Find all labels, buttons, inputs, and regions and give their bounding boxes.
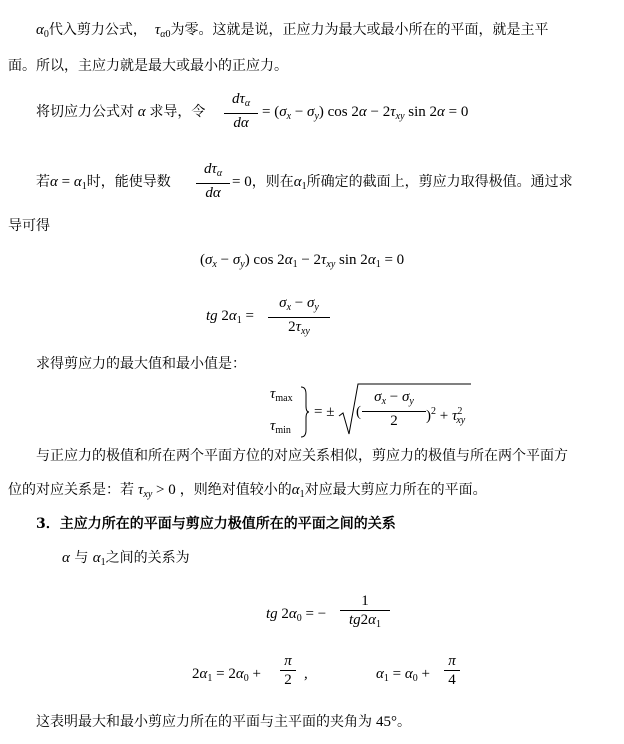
dtau-dalpha-fraction-2: $d\tau_\alpha$ dα [196,160,230,202]
closing-line: 这表明最大和最小剪应力所在的平面与主平面的夹角为 45°。 [36,714,411,730]
section3-heading: 3．主应力所在的平面与剪应力极值所在的平面之间的关系 [36,516,396,532]
sqrt-paren-open: ( [356,404,361,420]
para1-line1: $\alpha_0$代入剪力公式， $\tau_{\alpha 0}$为零。这就是说，正应力为最大或最小所在的平面，就是主平 [36,22,549,40]
derivative-equation: = $(\sigma_x - \sigma_y)$ $\cos 2\alpha - 2\tau_{xy}$ sin 2α = 0 [262,104,469,122]
para5-line1: 与正应力的极值和所在两个平面方位的对应关系相似，剪应力的极值与所在两个平面方 [36,448,568,464]
tau-min-label: $\tau_{min}$ [270,418,291,436]
tau-max-label: $\tau_{max}$ [270,386,293,404]
para3-line2: 导可得 [8,218,50,234]
equation-extremum: $(\sigma_x - \sigma_y)$ $\cos 2\alpha_1 - 2\tau_{xy}$ $\sin 2\alpha_1 = 0$ [200,252,405,270]
para2-line: 将切应力公式对 α 求导，令 [36,104,206,120]
equation-comma: , [304,666,308,682]
sqrt-rest: )$^2 + \tau^2_{xy}$ [426,406,466,426]
brace-symbol [300,386,310,438]
equation-2alpha1: $2\alpha_1 = 2\alpha_0$ + [192,666,261,684]
tg2alpha1-fraction: $\sigma_x - \sigma_y$ $2\tau_{xy}$ [268,294,330,341]
para4-line: 求得剪应力的最大值和最小值是： [36,356,246,372]
pi-over-4-fraction: π 4 [444,652,460,689]
section3-intro: α 与 $\alpha_1$之间的关系为 [62,550,190,568]
equation-tg2alpha0-lhs: tg $2\alpha_0$ = − [266,606,327,624]
dtau-dalpha-fraction: $d\tau_\alpha$ dα [224,90,258,132]
tau-alpha0-symbol: $\tau_{\alpha 0}$ [154,22,171,40]
para3-line1: 若$\alpha = \alpha_1$时，能使导数 [36,174,171,192]
para1-line2: 面。所以，主应力就是最大或最小的正应力。 [8,58,288,74]
para3-line1b: = 0，则在$\alpha_1$所确定的截面上，剪应力取得极值。通过求 [232,174,573,192]
equation-tg2alpha1-lhs: tg $2\alpha_1$ = [206,308,255,326]
pi-over-2-fraction: π 2 [280,652,296,689]
equation-alpha1: $\alpha_1 = \alpha_0$ + [376,666,430,684]
para5-line2: 位的对应关系是：若 $\tau_{xy} > 0$ ，则绝对值较小的$\alpha_1$对应最大剪应力所在的平面。 [8,482,487,500]
alpha0-symbol: $\alpha_0$ [36,22,49,40]
plus-minus: = ± [314,404,335,420]
tg2alpha0-fraction: 1 $tg2\alpha_1$ [340,592,390,634]
half-diff-fraction: $\sigma_x - \sigma_y$ 2 [362,388,426,430]
